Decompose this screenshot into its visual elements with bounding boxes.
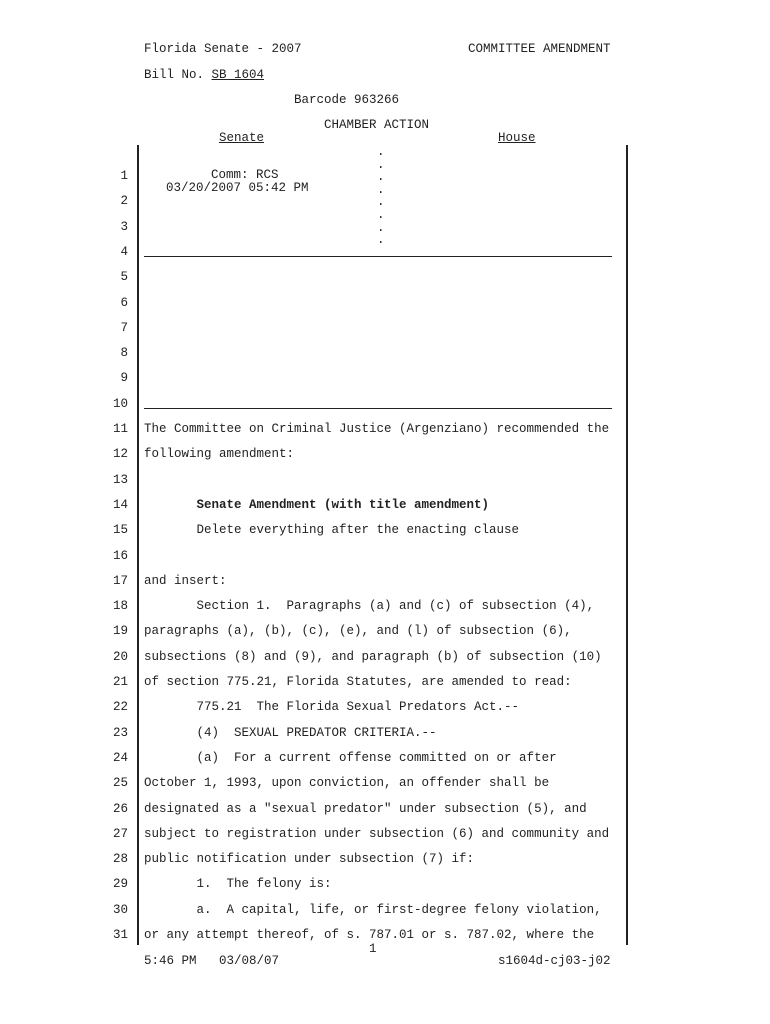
line-number: 11 (112, 422, 128, 436)
divider-bottom (144, 408, 612, 409)
bill-link: SB 1604 (211, 68, 265, 82)
line-number: 13 (112, 473, 128, 487)
line-text: Delete everything after the enacting clause (144, 523, 520, 537)
line-number: 19 (112, 624, 128, 638)
line-number: 17 (112, 574, 128, 588)
line-text: 775.21 The Florida Sexual Predators Act.-- (144, 700, 520, 714)
line-number: 22 (112, 700, 128, 714)
barcode: Barcode 963266 (294, 93, 400, 107)
page-number: 1 (369, 942, 377, 956)
divider-top (144, 256, 612, 257)
line-text: (a) For a current offense committed on or after (144, 751, 557, 765)
line-text: paragraphs (a), (b), (c), (e), and (l) of subsection (6), (144, 624, 572, 638)
line-number: 26 (112, 802, 128, 816)
line-number: 24 (112, 751, 128, 765)
line-text: a. A capital, life, or first-degree felony violation, (144, 903, 602, 917)
line-number: 16 (112, 549, 128, 563)
line-text: Senate Amendment (with title amendment) (144, 498, 490, 512)
line-text: 1. The felony is: (144, 877, 332, 891)
bill-number (144, 68, 264, 82)
line-number: 10 (112, 397, 128, 411)
line-number: 7 (120, 321, 128, 335)
line-text: (4) SEXUAL PREDATOR CRITERIA.-- (144, 726, 437, 740)
line-number: 4 (120, 245, 128, 259)
line-number: 14 (112, 498, 128, 512)
line-text: public notification under subsection (7) if: (144, 852, 475, 866)
line-text: designated as a "sexual predator" under subsection (5), and (144, 802, 587, 816)
bill-prefix: Bill No. (144, 68, 212, 82)
chamber-dots: . . . . . . . . (377, 145, 385, 248)
line-number: 25 (112, 776, 128, 790)
header-left: Florida Senate - 2007 (144, 42, 302, 56)
line-number: 21 (112, 675, 128, 689)
line-number: 15 (112, 523, 128, 537)
house-label: House (498, 131, 536, 145)
right-border (626, 145, 628, 945)
line-number: 9 (120, 371, 128, 385)
line-number: 23 (112, 726, 128, 740)
chamber-action-title: CHAMBER ACTION (324, 118, 430, 132)
line-text: subject to registration under subsection (6) and community and (144, 827, 610, 841)
line-text: The Committee on Criminal Justice (Argenziano) recommended the (144, 422, 610, 436)
line-text: Section 1. Paragraphs (a) and (c) of subsection (4), (144, 599, 595, 613)
line-number: 20 (112, 650, 128, 664)
line-number: 27 (112, 827, 128, 841)
line-number: 18 (112, 599, 128, 613)
line-number: 2 (120, 194, 128, 208)
line-number: 28 (112, 852, 128, 866)
line-text: following amendment: (144, 447, 295, 461)
line-text: October 1, 1993, upon conviction, an offender shall be (144, 776, 550, 790)
line-number: 29 (112, 877, 128, 891)
left-border (137, 145, 139, 945)
line-number: 6 (120, 296, 128, 310)
line-number: 8 (120, 346, 128, 360)
comm-status: Comm: RCS (211, 168, 279, 182)
line-number: 30 (112, 903, 128, 917)
comm-datetime: 03/20/2007 05:42 PM (166, 181, 309, 195)
line-number: 1 (120, 169, 128, 183)
line-text: of section 775.21, Florida Statutes, are amended to read: (144, 675, 572, 689)
line-number: 31 (112, 928, 128, 942)
line-number: 12 (112, 447, 128, 461)
line-text: and insert: (144, 574, 227, 588)
senate-label: Senate (219, 131, 265, 145)
line-text: or any attempt thereof, of s. 787.01 or s. 787.02, where the (144, 928, 595, 942)
line-number: 3 (120, 220, 128, 234)
line-text: subsections (8) and (9), and paragraph (b) of subsection (10) (144, 650, 602, 664)
footer-timestamp: 5:46 PM 03/08/07 (144, 954, 280, 968)
header-right: COMMITTEE AMENDMENT (468, 42, 611, 56)
footer-docid: s1604d-cj03-j02 (498, 954, 611, 968)
line-number: 5 (120, 270, 128, 284)
